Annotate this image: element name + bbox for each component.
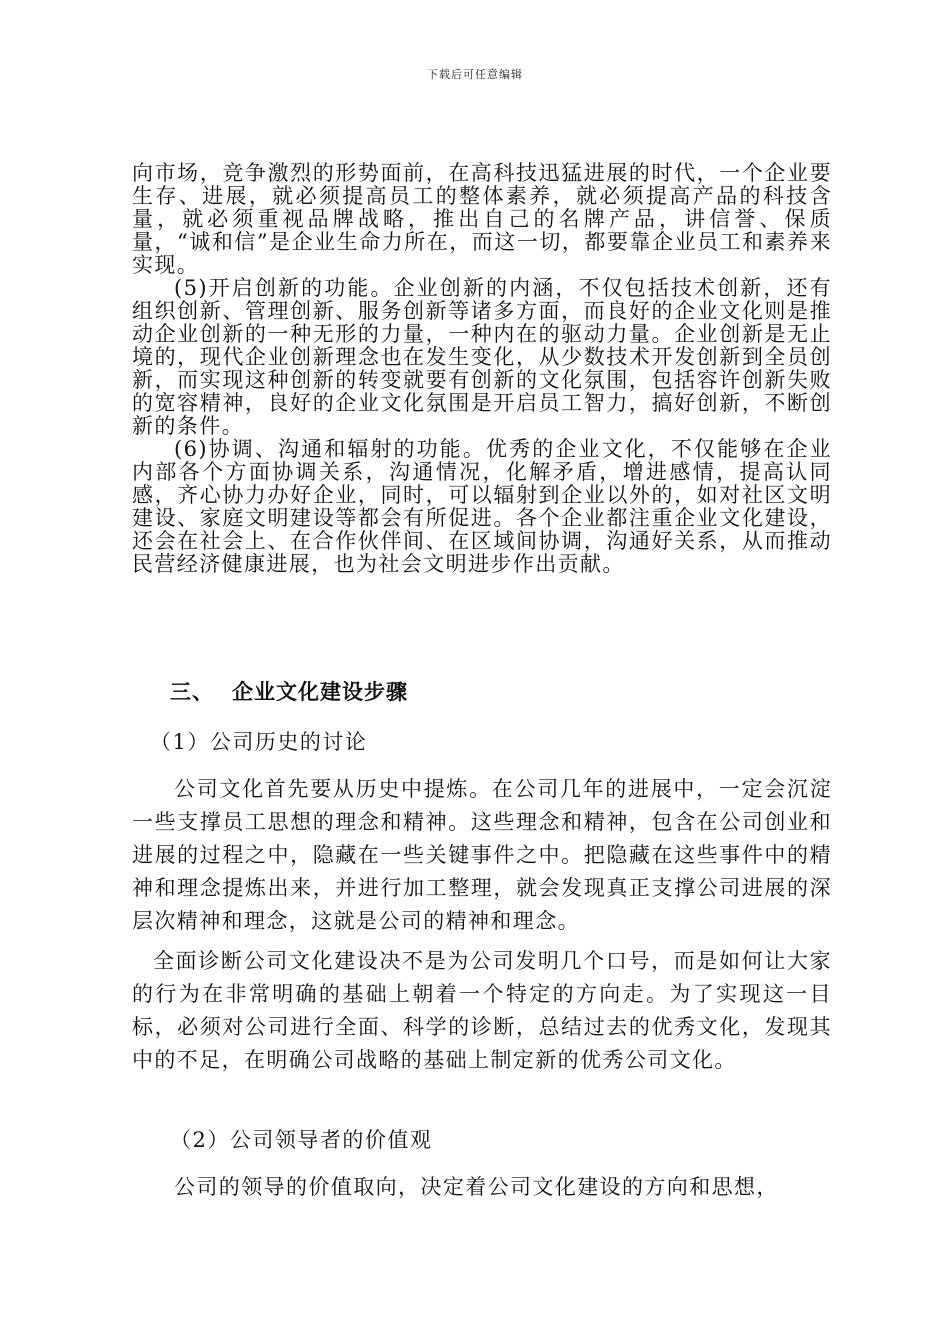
paragraph-history-refine: 公司文化首先要从历史中提炼。在公司几年的进展中，一定会沉淀一些支撑员工思想的理念和精神。这些理念和精神，包含在公司创业和进展的过程之中，隐藏在一些关键事件之中。把隐藏在这些事件中的精神和理念提炼出来，并进行加工整理，就会发现真正支撑公司进展的深层次精神和理念，这就是公司的精神和理念。 <box>132 777 832 933</box>
paragraph-comprehensive-diagnosis: 全面诊断公司文化建设决不是为公司发明几个口号，而是如何让大家的行为在非常明确的基础上朝着一个特定的方向走。为了实现这一目标，必须对公司进行全面、科学的诊断，总结过去的优秀文化，发现其中的不足，在明确公司战略的基础上制定新的优秀公司文化。 <box>132 949 832 1072</box>
paragraph-innovation-function: (5)开启创新的功能。企业创新的内涵，不仅包括技术创新，还有组织创新、管理创新、服务创新等诸多方面，而良好的企业文化则是推动企业创新的一种无形的力量，一种内在的驱动力量。企业创新是无止境的，现代企业创新理念也在发生变化，从少数技术开发创新到全员创新，而实现这种创新的转变就要有创新的文化氛围，包括容许创新失败的宽容精神，良好的企业文化氛围是开启员工智力，搞好创新，不断创新的条件。 <box>132 276 832 438</box>
subheading-leader-values: （2）公司领导者的价值观 <box>170 1128 433 1152</box>
paragraph-continuation: 向市场，竞争激烈的形势面前，在高科技迅猛进展的时代，一个企业要生存、进展，就必须提高员工的整体素养，就必须提高产品的科技含量，就必须重视品牌战略，推出自己的名牌产品，讲信誉、保质量，“诚和信”是企业生命力所在，而这一切，都要靠企业员工和素养来实现。 <box>132 161 832 277</box>
paragraph-leader-values: 公司的领导的价值取向，决定着公司文化建设的方向和思想， <box>174 1175 779 1199</box>
page-header: 下载后可任意编辑 <box>427 68 523 81</box>
paragraph-coordination-function: (6)协调、沟通和辐射的功能。优秀的企业文化，不仅能够在企业内部各个方面协调关系，沟通情况，化解矛盾，增进感情，提高认同感，齐心协力办好企业，同时，可以辐射到企业以外的，如对社区文明建设、家庭文明建设等都会有所促进。各个企业都注重企业文化建设，还会在社会上、在合作伙伴间、在区域间协调，沟通好关系，从而推动民营经济健康进展，也为社会文明进步作出贡献。 <box>132 437 832 576</box>
subheading-company-history: （1）公司历史的讨论 <box>150 730 368 754</box>
body-text-block-1 <box>132 162 832 576</box>
section-number: 三、 <box>170 680 214 704</box>
section-title: 企业文化建设步骤 <box>232 680 408 704</box>
section-heading <box>170 676 408 706</box>
